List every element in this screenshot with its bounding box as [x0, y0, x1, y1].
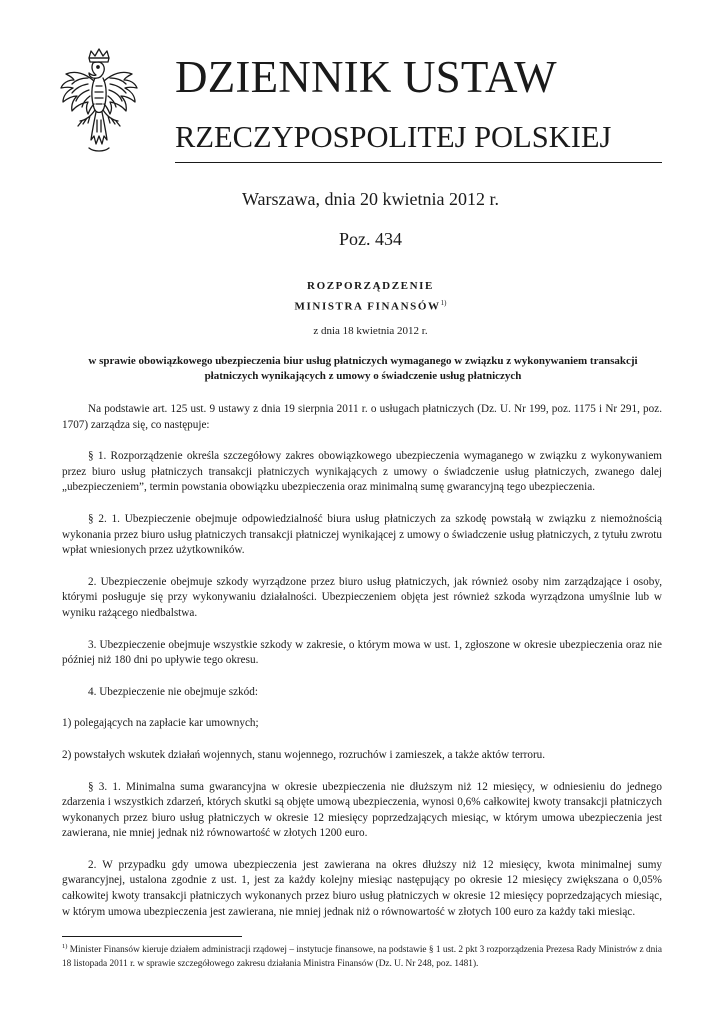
exclusion-list-item-1: 1) polegających na zapłacie kar umownych; [62, 717, 259, 730]
act-body [62, 402, 662, 936]
masthead-divider [175, 162, 662, 163]
section-1-paragraph: § 1. Rozporządzenie określa szczegółowy zakres obowiązkowego ubezpieczenia wymaganego w związku z wykonywaniem przez biuro usług płatniczych transakcji płatniczych wynikających z umowy o świadczenie usług płatniczych, zwanego dalej „ubezpieczeniem”, termin powstania obowiązku ubezpieczenia oraz minimalną sumę gwarancyjną tego ubezpieczenia. [62, 450, 662, 494]
exclusion-list-item-2: 2) powstałych wskutek działań wojennych, stanu wojennego, rozruchów i zamieszek, a także aktów terroru. [62, 748, 546, 761]
footnote-reference: 1) [440, 299, 447, 307]
act-type-heading: ROZPORZĄDZENIE [307, 280, 434, 292]
section-2-3-paragraph: 3. Ubezpieczenie obejmuje wszystkie szkody w zakresie, o którym mowa w ust. 1, zgłoszone w okresie ubezpieczenia oraz nie później niż 180 dni po upływie tego okresu. [62, 638, 662, 667]
journal-title: DZIENNIK USTAW [175, 52, 557, 102]
section-3-1-paragraph: § 3. 1. Minimalna suma gwarancyjna w okresie ubezpieczenia nie dłuższym niż 12 miesięcy, w odniesieniu do jednego zdarzenia i wszystkich zdarzeń, których skutki są objęte umową ubezpieczenia, wynosi 0,6% całkowitej kwoty transakcji płatniczych wykonanych przez biuro usług płatniczych w okresie 12 miesięcy poprzedzających miesiąc, w którym umowa ubezpieczenia jest zawierana, nie mniej jednak niż równowartość w złotych 1200 euro. [62, 780, 662, 840]
position-number: Poz. 434 [339, 229, 402, 249]
section-2-2-paragraph: 2. Ubezpieczenie obejmuje szkody wyrządzone przez biuro usług płatniczych, jak również osoby nim zarządzające i osoby, którymi posługuje się przy wykonywaniu działalności. Ubezpieczeniem objęta jest również szkoda wyrządzona umyślnie lub w wyniku rażącego niedbalstwa. [62, 575, 662, 619]
footnote-divider [62, 936, 242, 937]
polish-eagle-emblem-icon [58, 48, 140, 160]
section-2-4-paragraph: 4. Ubezpieczenie nie obejmuje szkód: [88, 685, 258, 698]
section-3-2-paragraph: 2. W przypadku gdy umowa ubezpieczenia jest zawierana na okres dłuższy niż 12 miesięcy, kwota minimalnej sumy gwarancyjnej, ustalona zgodnie z ust. 1, jest za każdy kolejny miesiąc następujący po okresie 12 miesięcy zwiększana o 0,05% całkowitej kwoty transakcji płatniczych wykonanych przez biuro usług płatniczych w okresie 12 miesięcy poprzedzających miesiąc, w którym umowa ubezpieczenia jest zawierana, nie mniej jednak niż o równowartość w złotych 100 euro za każdy taki miesiąc. [62, 858, 662, 918]
footnote-text: Minister Finansów kieruje działem administracji rządowej – instytucje finansowe, na podstawie § 1 ust. 2 pkt 3 rozporządzenia Prezesa Rady Ministrów z dnia 18 listopada 2011 r. w sprawie szczegółowego zakresu działania Ministra Finansów (Dz. U. Nr 248, poz. 1481). [62, 945, 663, 970]
act-date: z dnia 18 kwietnia 2012 r. [313, 325, 428, 337]
act-authority-text: MINISTRA FINANSÓW [294, 300, 441, 313]
legal-basis-paragraph: Na podstawie art. 125 ust. 9 ustawy z dnia 19 sierpnia 2011 r. o usługach płatniczych (Dz. U. Nr 199, poz. 1175 i Nr 291, poz. 1707) zarządza się, co następuje: [62, 403, 662, 431]
journal-subtitle: RZECZYPOSPOLITEJ POLSKIEJ [175, 120, 612, 154]
footnote [62, 940, 662, 971]
section-2-1-paragraph: § 2. 1. Ubezpieczenie obejmuje odpowiedzialność biura usług płatniczych za szkodę powstałą w związku z niemożnością wykonania przez biuro usług płatniczych transakcji płatniczej wynikającej z umowy o świadczenie usług płatniczych, z tytułu zwrotu wpłat wniesionych przez użytkowników. [62, 512, 662, 557]
footnote-marker: 1) [62, 943, 68, 950]
act-authority-heading [0, 299, 725, 313]
publication-dateline: Warszawa, dnia 20 kwietnia 2012 r. [242, 189, 499, 209]
act-subject: w sprawie obowiązkowego ubezpieczenia biur usług płatniczych wymaganego w związku z wykonywaniem transakcji płatniczych wynikających z umowy o świadczenie usług płatniczych [88, 355, 638, 382]
